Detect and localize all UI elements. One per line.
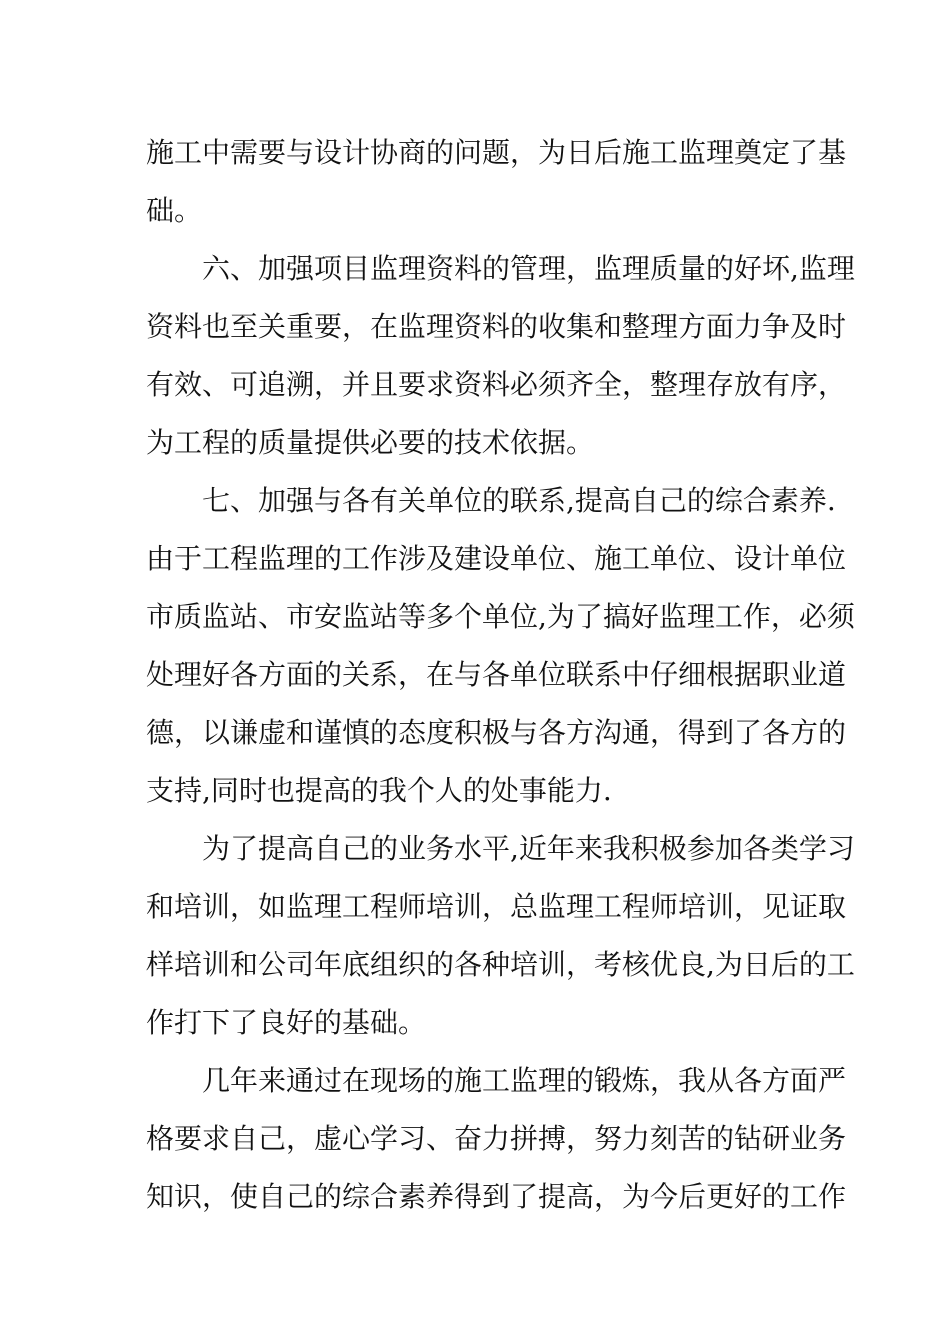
paragraph-start-line: 几年来通过在现场的施工监理的锻炼，我从各方面严	[202, 1064, 847, 1097]
text-line: 知识，使自己的综合素养得到了提高，为今后更好的工作	[146, 1180, 847, 1213]
paragraph-start-line: 为了提高自己的业务水平,近年来我积极参加各类学习	[202, 832, 855, 865]
text-line: 施工中需要与设计协商的问题，为日后施工监理奠定了基	[146, 136, 847, 169]
text-line: 和培训，如监理工程师培训，总监理工程师培训，见证取	[146, 890, 847, 923]
text-line: 市质监站、市安监站等多个单位,为了搞好监理工作，必须	[146, 600, 855, 633]
text-line: 德，以谦虚和谨慎的态度积极与各方沟通，得到了各方的	[146, 716, 847, 749]
paragraph-start-line: 六、加强项目监理资料的管理，监理质量的好坏,监理	[202, 252, 855, 285]
text-line: 资料也至关重要，在监理资料的收集和整理方面力争及时	[146, 310, 847, 343]
text-line: 础。	[146, 194, 203, 227]
text-line: 为工程的质量提供必要的技术依据。	[146, 426, 595, 459]
text-line: 格要求自己，虚心学习、奋力拼搏，努力刻苦的钻研业务	[146, 1122, 847, 1155]
text-line: 支持,同时也提高的我个人的处事能力.	[146, 774, 612, 807]
text-line: 处理好各方面的关系，在与各单位联系中仔细根据职业道	[146, 658, 847, 691]
text-line: 有效、可追溯，并且要求资料必须齐全，整理存放有序，	[146, 368, 847, 401]
text-line: 由于工程监理的工作涉及建设单位、施工单位、设计单位	[146, 542, 847, 575]
text-line: 样培训和公司年底组织的各种培训，考核优良,为日后的工	[146, 948, 855, 981]
text-line: 作打下了良好的基础。	[146, 1006, 427, 1039]
paragraph-start-line: 七、加强与各有关单位的联系,提高自己的综合素养.	[202, 484, 836, 517]
